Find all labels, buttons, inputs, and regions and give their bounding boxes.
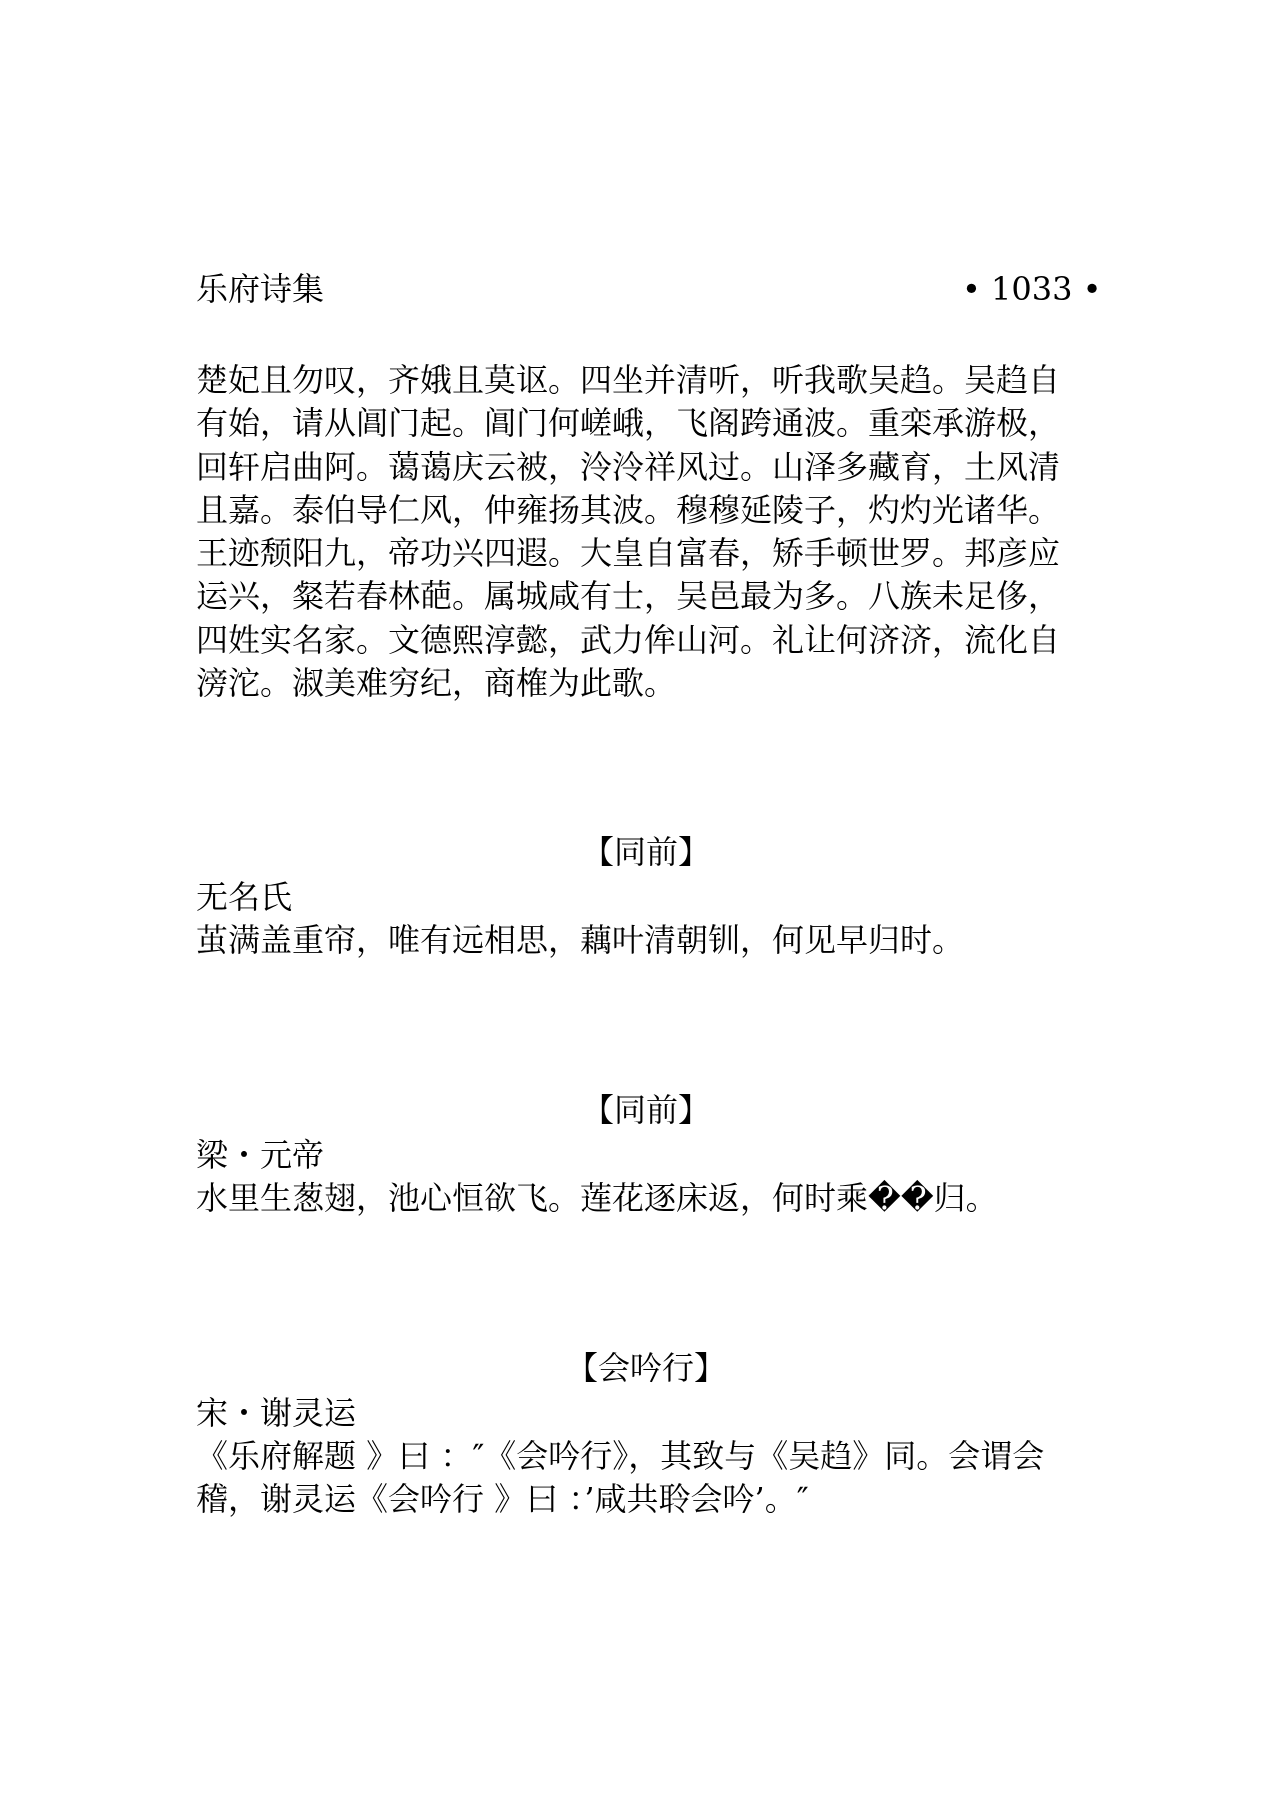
poem-body [196,359,1096,705]
section-title: 【会吟行】 [565,1349,726,1387]
poem-line: 四姓实名家。文德熙淳懿，武力侔山河。礼让何济济，流化自 [196,620,1061,659]
poem-line: 且嘉。泰伯导仁风，仲雍扬其波。穆穆延陵子，灼灼光诸华。 [196,490,1061,529]
book-title: 乐府诗集 [196,270,325,308]
poem-line: 滂沱。淑美难穷纪，商榷为此歌。 [196,664,677,703]
poem-line: 回轩启曲阿。蔼蔼庆云被，泠泠祥风过。山泽多藏育，土风清 [196,447,1061,486]
section-text: 水里生葱翅，池心恒欲飞。莲花逐床返，何时乘��归。 [196,1179,998,1217]
section-text-line: 《乐府解题 》曰 ：″《会吟行》，其致与《吴趋》同。会谓会 [196,1437,1045,1475]
section-author: 无名氏 [196,878,293,916]
section-author: 梁・元帝 [196,1136,325,1174]
poem-line: 有始，请从阊门起。阊门何嵯峨，飞阁跨通波。重栾承游极， [196,404,1061,443]
section-text-line: 稽，谢灵运《会吟行 》曰 ：’咸共聆会吟’。″ [196,1480,809,1518]
page-number: • 1033 • [962,270,1102,308]
poem-line: 王迹颓阳九，帝功兴四遐。大皇自富春，矫手顿世罗。邦彦应 [196,534,1061,573]
section-author: 宋・谢灵运 [196,1394,357,1432]
section-title: 【同前】 [581,833,710,871]
section-title: 【同前】 [581,1091,710,1129]
poem-line: 楚妃且勿叹，齐娥且莫讴。四坐并清听，听我歌吴趋。吴趋自 [196,361,1061,399]
section-text: 茧满盖重帘，唯有远相思，藕叶清朝钏，何见早归时。 [196,921,965,959]
poem-line: 运兴，粲若春林葩。属城咸有士，吴邑最为多。八族未足侈， [196,577,1061,616]
